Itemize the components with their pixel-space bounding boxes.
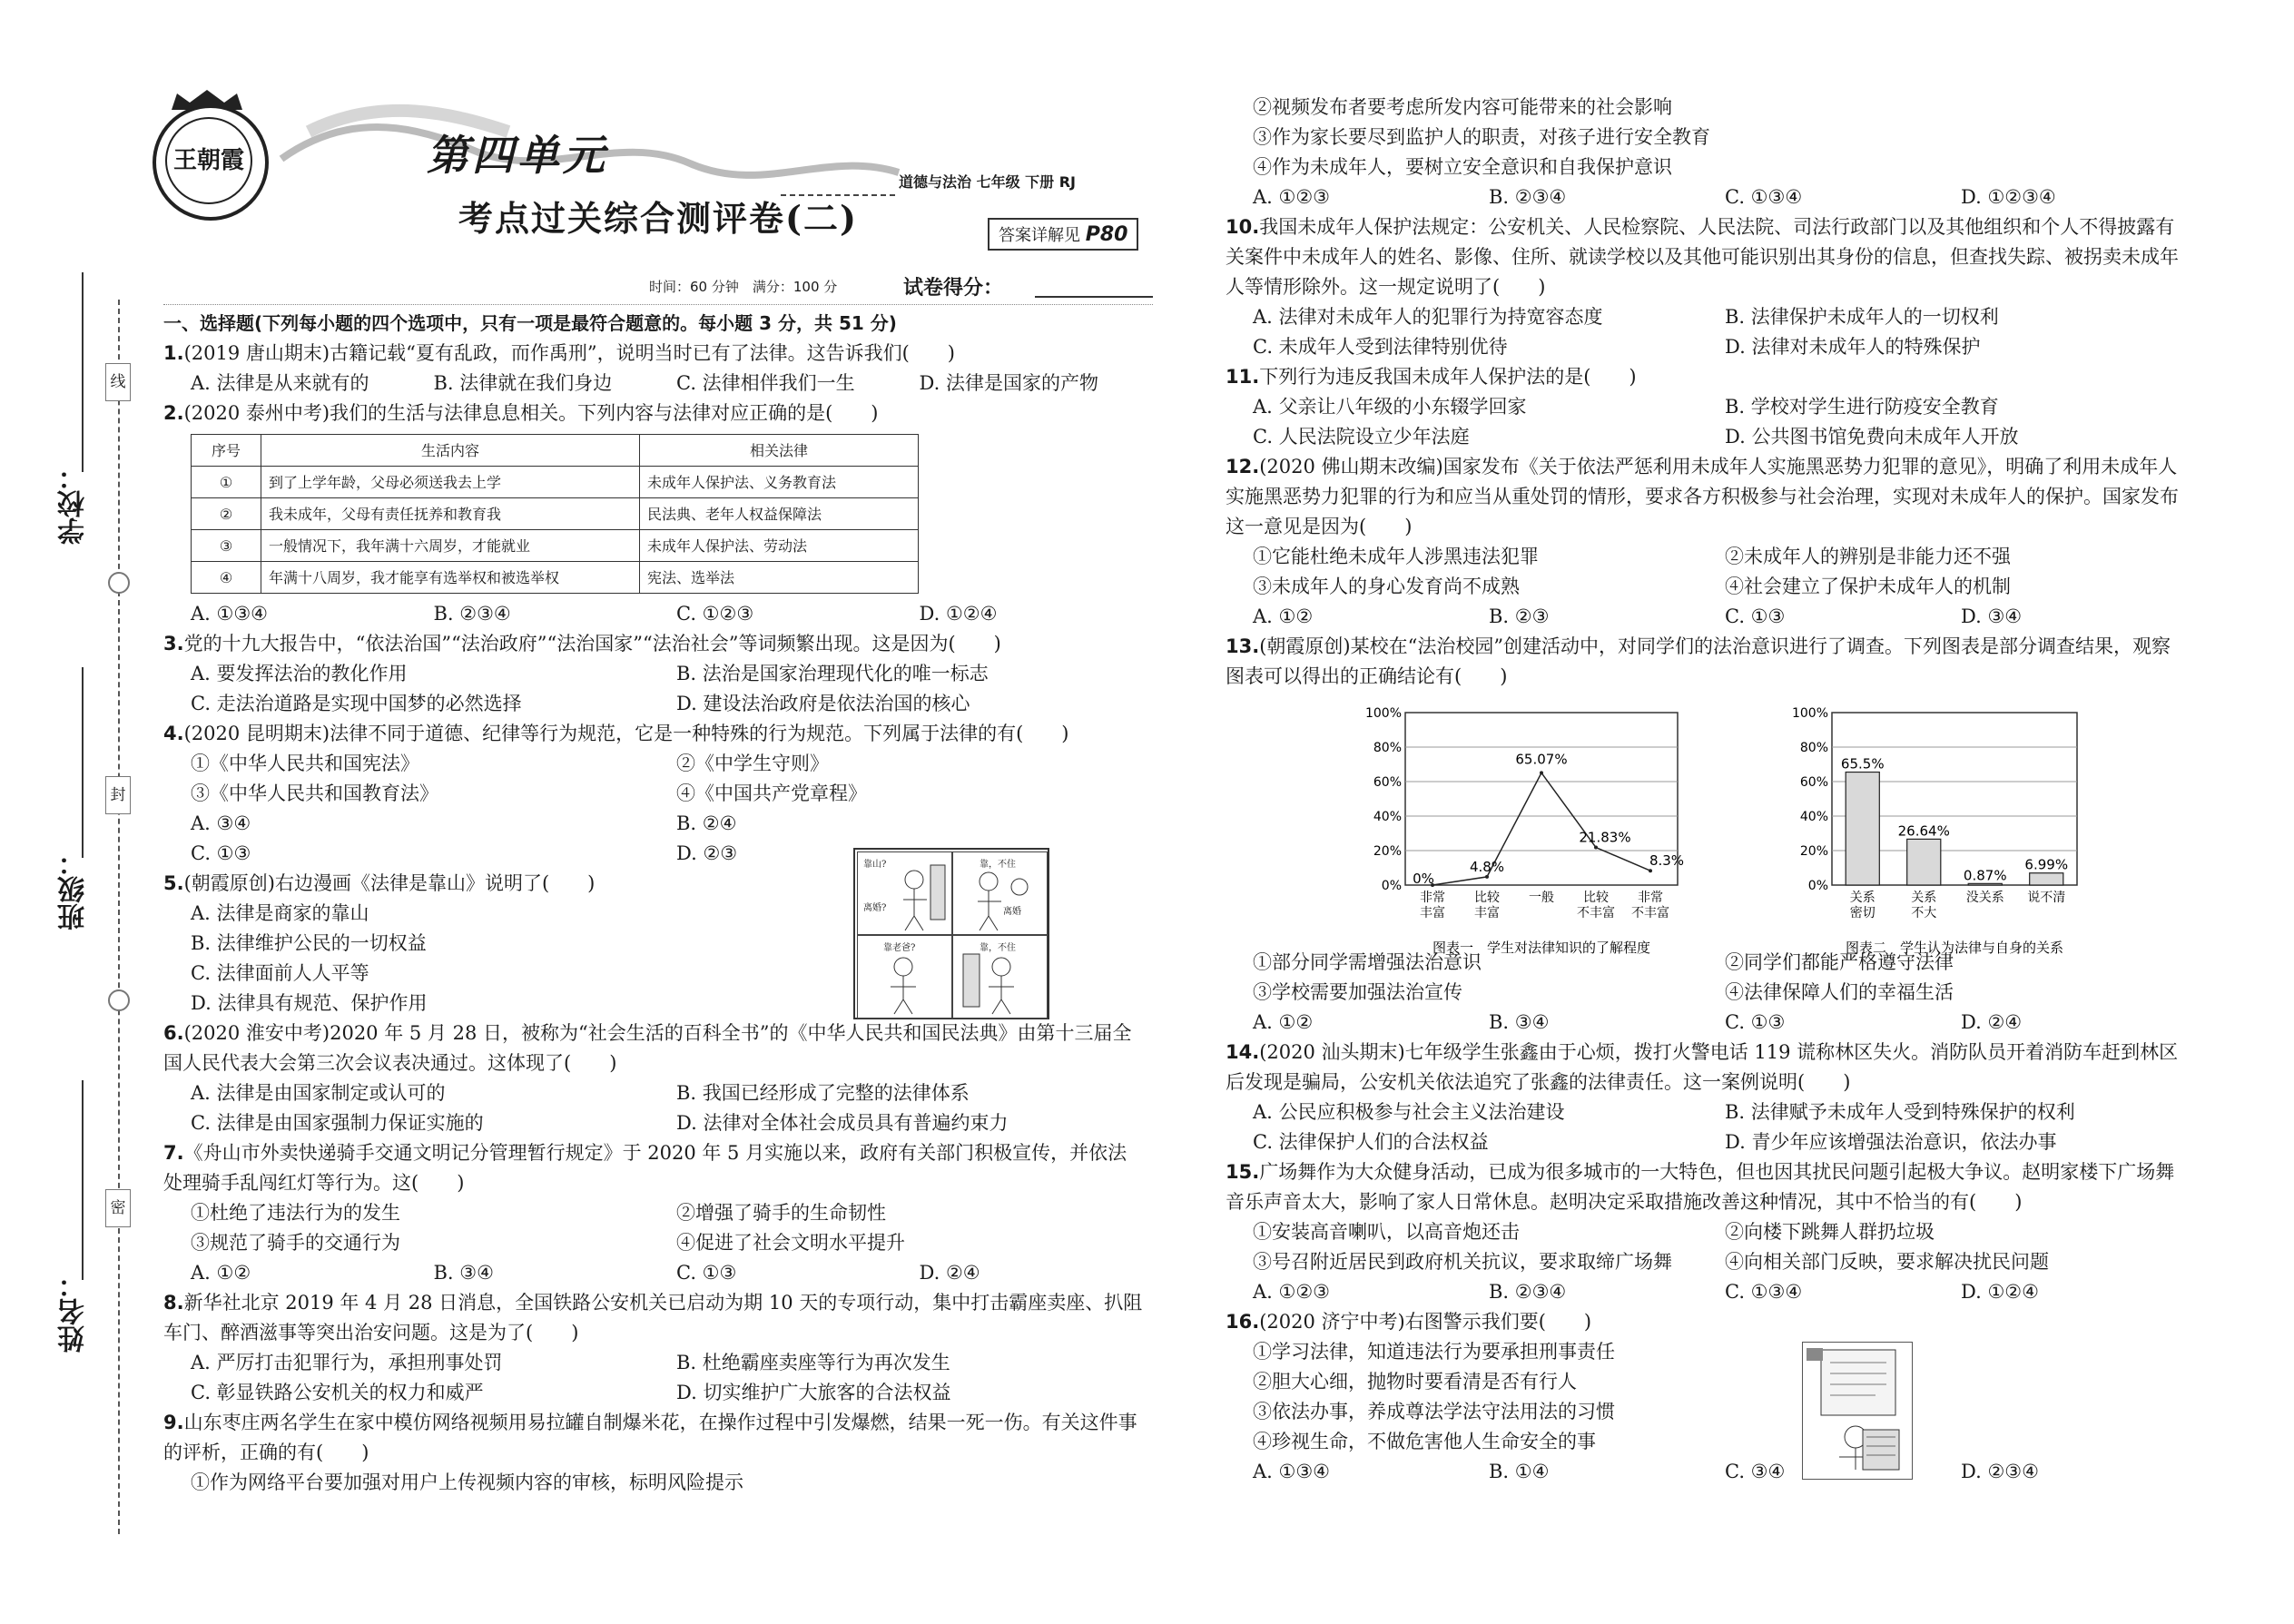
- q6-option-c[interactable]: C. 法律是由国家强制力保证实施的: [191, 1112, 484, 1134]
- q5-option-a[interactable]: A. 法律是商家的靠山: [191, 902, 369, 924]
- comic-bubble: 离婚: [1003, 907, 1021, 917]
- plot-area: [1405, 713, 1678, 885]
- q10-option-c[interactable]: C. 未成年人受到法律特别优待: [1253, 336, 1508, 358]
- y-tick-label: 0%: [1807, 879, 1828, 893]
- table-cell: 我未成年，父母有责任抚养和教育我: [261, 498, 640, 530]
- q6-option-a[interactable]: A. 法律是由国家制定或认可的: [191, 1082, 446, 1104]
- data-label: 0%: [1413, 871, 1434, 887]
- q1-options: [163, 369, 1162, 399]
- class-field: [54, 667, 91, 930]
- table-cell: ④: [192, 562, 261, 594]
- bar: [1846, 773, 1879, 885]
- q15-items-row: [1226, 1247, 2197, 1277]
- question-2: [163, 399, 1162, 428]
- y-tick-label: 40%: [1373, 810, 1402, 824]
- q3-option-a[interactable]: A. 要发挥法治的教化作用: [191, 663, 408, 684]
- question-number: 4.: [163, 723, 184, 744]
- q14-option-c[interactable]: C. 法律保护人们的合法权益: [1253, 1131, 1489, 1153]
- chart-title: 图表二 学生认为法律与自身的关系: [1845, 940, 2064, 956]
- q14-options-row: [1226, 1097, 2197, 1127]
- q2-option-c[interactable]: C. ①②③: [676, 603, 754, 625]
- q14-options-row: [1226, 1127, 2197, 1157]
- school-field: [54, 272, 91, 545]
- q2-option-b[interactable]: B. ②③④: [433, 603, 511, 625]
- q3-option-b[interactable]: B. 法治是国家治理现代化的唯一标志: [676, 663, 989, 684]
- q8-option-a[interactable]: A. 严厉打击犯罪行为，承担刑事处罚: [191, 1352, 503, 1373]
- q4-options-row: [163, 809, 1162, 839]
- q13-options: [1226, 1008, 2197, 1038]
- question-1: [163, 339, 1162, 369]
- q3-option-c[interactable]: C. 走法治道路是实现中国梦的必然选择: [191, 693, 522, 714]
- q12-item-1: ①它能杜绝未成年人涉黑违法犯罪: [1253, 546, 1539, 567]
- q15-item-2: ②向楼下跳舞人群扔垃圾: [1725, 1221, 1935, 1243]
- question-12: [1226, 452, 2188, 542]
- q9-option-a[interactable]: A. ①②③: [1253, 186, 1330, 208]
- q9-item-4: ④作为未成年人，要树立安全意识和自我保护意识: [1253, 156, 1672, 178]
- q4-item-3: ③《中华人民共和国教育法》: [191, 782, 438, 804]
- question-7: [163, 1138, 1144, 1198]
- q4-items-row: [163, 779, 1162, 809]
- q11-option-a[interactable]: A. 父亲让八年级的小东辍学回家: [1253, 396, 1527, 418]
- q12-item-3: ③未成年人的身心发育尚不成熟: [1253, 576, 1520, 597]
- table-cell: 未成年人保护法、劳动法: [640, 530, 919, 562]
- q3-options-row: [163, 689, 1162, 719]
- table-cell: ③: [192, 530, 261, 562]
- name-write-line[interactable]: [82, 1080, 84, 1280]
- unit-title: 第四单元: [427, 131, 608, 180]
- q7-option-c[interactable]: C. ①③: [676, 1262, 737, 1284]
- question-stem: (2020 昆明期末)法律不同于道德、纪律等行为规范，它是一种特殊的行为规范。下列属于法律的有( ): [183, 723, 1069, 744]
- comic-panel: [951, 851, 1048, 935]
- q4-option-b[interactable]: B. ②④: [676, 812, 737, 834]
- q9-item-1: ①作为网络平台要加强对用户上传视频内容的审核，标明风险提示: [191, 1471, 743, 1493]
- q4-item-4: ④《中国共产党章程》: [676, 782, 867, 804]
- q11-option-d[interactable]: D. 公共图书馆免费向未成年人开放: [1725, 426, 2019, 448]
- data-label: 26.64%: [1897, 822, 1950, 840]
- table-cell: ①: [192, 467, 261, 498]
- question-stem: 广场舞作为大众健身活动，已成为很多城市的一大特色，但也因其扰民问题引起极大争议。赵明家楼下广场舞音乐声音太大，影响了家人日常休息。赵明决定采取措施改善这种情况，其中不恰当的有( ): [1226, 1161, 2175, 1213]
- q13-item-2: ②同学们都能严格遵守法律: [1725, 951, 1954, 973]
- comic-panel: [857, 851, 953, 935]
- x-tick-label: 关系: [1849, 891, 1876, 905]
- q10-option-a[interactable]: A. 法律对未成年人的犯罪行为持宽容态度: [1253, 306, 1603, 328]
- q12-option-c[interactable]: C. ①③: [1725, 605, 1786, 627]
- question-stem: 《舟山市外卖快递骑手交通文明记分管理暂行规定》于 2020 年 5 月实施以来，政府有关部门积极宣传，并依法处理骑手乱闯红灯等行为。这( ): [163, 1142, 1127, 1194]
- question-number: 8.: [163, 1292, 184, 1314]
- q1-option-d[interactable]: D. 法律是国家的产物: [919, 372, 1098, 394]
- q10-option-d[interactable]: D. 法律对未成年人的特殊保护: [1725, 336, 1981, 358]
- q1-option-b[interactable]: B. 法律就在我们身边: [433, 372, 613, 394]
- q15-option-c[interactable]: C. ①③④: [1725, 1281, 1803, 1303]
- y-tick-label: 60%: [1373, 775, 1402, 790]
- q5-option-c[interactable]: C. 法律面前人人平等: [191, 962, 369, 984]
- question-number: 5.: [163, 872, 184, 894]
- q2-option-d[interactable]: D. ①②④: [919, 603, 998, 625]
- answer-prefix: 答案详解见: [999, 226, 1080, 245]
- class-label: 班级：: [58, 849, 90, 930]
- q14-option-b[interactable]: B. 法律赋予未成年人受到特殊保护的权利: [1725, 1101, 2075, 1123]
- binding-char-feng: 封: [105, 776, 131, 814]
- chart-law-relation: [1779, 704, 2088, 962]
- data-point: [1540, 771, 1543, 774]
- school-label: 学校：: [58, 463, 90, 545]
- x-tick-label: 不大: [1911, 906, 1937, 920]
- q11-options-row: [1226, 392, 2197, 422]
- table-cell: ②: [192, 498, 261, 530]
- comic-bubble: 离婚?: [863, 903, 887, 913]
- q4-option-d[interactable]: D. ②③: [676, 842, 738, 864]
- q9-option-c[interactable]: C. ①③④: [1725, 186, 1803, 208]
- q16-item-3: ③依法办事，养成尊法学法守法用法的习惯: [1253, 1401, 1615, 1422]
- question-stem: (2020 淮安中考)2020 年 5 月 28 日，被称为“社会生活的百科全书”的《中华人民共和国民法典》由第十三届全国人民代表大会第三次会议表决通过。这体现了( ): [163, 1022, 1132, 1074]
- table-cell: 宪法、选举法: [640, 562, 919, 594]
- comic-law-is-backing: [853, 848, 1049, 1019]
- q1-option-c[interactable]: C. 法律相伴我们一生: [676, 372, 855, 394]
- q14-option-d[interactable]: D. 青少年应该增强法治意识，依法办事: [1725, 1131, 2057, 1153]
- data-label: 21.83%: [1579, 829, 1631, 846]
- y-tick-label: 100%: [1791, 706, 1828, 721]
- question-16: [1226, 1307, 2197, 1337]
- q11-options-row: [1226, 422, 2197, 452]
- x-tick-label: 不丰富: [1631, 906, 1669, 920]
- table-header-row: [192, 435, 919, 467]
- question-stem: (2020 汕头期末)七年级学生张鑫由于心烦，拨打火警电话 119 谎称林区失火。消防队员开着消防车赶到林区后发现是骗局，公安机关依法追究了张鑫的法律责任。这一案例说明( ): [1226, 1041, 2179, 1093]
- q9-options: [1226, 182, 2197, 212]
- question-13: [1226, 632, 2188, 692]
- y-tick-label: 20%: [1373, 844, 1402, 859]
- q9-item-2: ②视频发布者要考虑所发内容可能带来的社会影响: [1253, 96, 1672, 118]
- data-label: 8.3%: [1649, 852, 1685, 870]
- question-number: 9.: [163, 1412, 184, 1433]
- section-heading: 一、选择题(下列每小题的四个选项中，只有一项是最符合题意的。每小题 3 分，共 51 分): [163, 312, 897, 334]
- data-label: 0.87%: [1963, 867, 2007, 884]
- score-input-line[interactable]: [1035, 296, 1153, 298]
- x-tick-label: 丰富: [1474, 906, 1500, 920]
- question-stem: (朝霞原创)某校在“法治校园”创建活动中，对同学们的法治意识进行了调查。下列图表是部分调查结果，观察图表可以得出的正确结论有( ): [1226, 635, 2171, 687]
- x-tick-label: 一般: [1529, 891, 1554, 905]
- q11-option-c[interactable]: C. 人民法院设立少年法庭: [1253, 426, 1470, 448]
- x-tick-label: 非常: [1638, 891, 1663, 905]
- y-tick-label: 0%: [1381, 879, 1402, 893]
- q6-option-b[interactable]: B. 我国已经形成了完整的法律体系: [676, 1082, 970, 1104]
- y-tick-label: 20%: [1799, 844, 1828, 859]
- question-number: 2.: [163, 402, 184, 424]
- data-point: [1594, 846, 1598, 850]
- q15-options: [1226, 1277, 2197, 1307]
- question-11: [1226, 362, 2197, 392]
- q10-options-row: [1226, 302, 2197, 332]
- x-tick-label: 密切: [1849, 906, 1876, 920]
- q5-option-d[interactable]: D. 法律具有规范、保护作用: [191, 992, 428, 1014]
- q15-option-d[interactable]: D. ①②④: [1961, 1281, 2039, 1303]
- q4-item-1: ①《中华人民共和国宪法》: [191, 753, 419, 774]
- q4-option-a[interactable]: A. ③④: [191, 812, 251, 834]
- x-tick-label: 比较: [1583, 891, 1609, 905]
- q5-option-b[interactable]: B. 法律维护公民的一切权益: [191, 932, 427, 954]
- q13-item-3: ③学校需要加强法治宣传: [1253, 981, 1462, 1003]
- table-row: [192, 530, 919, 562]
- question-number: 10.: [1226, 216, 1260, 238]
- publisher-logo: [153, 104, 269, 221]
- q16-option-a[interactable]: A. ①③④: [1253, 1461, 1330, 1482]
- q16-item-4: ④珍视生命，不做危害他人生命安全的事: [1253, 1431, 1596, 1452]
- q16-item-2: ②胆大心细，抛物时要看清是否有行人: [1253, 1371, 1577, 1393]
- bar: [2030, 873, 2063, 885]
- q8-option-b[interactable]: B. 杜绝霸座卖座等行为再次发生: [676, 1352, 950, 1373]
- question-8: [163, 1288, 1144, 1348]
- table-cell: 年满十八周岁，我才能享有选举权和被选举权: [261, 562, 640, 594]
- data-label: 65.07%: [1515, 751, 1568, 768]
- question-4: [163, 719, 1162, 749]
- question-number: 13.: [1226, 635, 1260, 657]
- q7-option-b[interactable]: B. ③④: [433, 1262, 494, 1284]
- question-stem: (2020 佛山期末改编)国家发布《关于依法严惩利用未成年人实施黑恶势力犯罪的意见》，明确了利用未成年人实施黑恶势力犯罪的行为和应当从重处罚的情形，要求各方积极参与社会治理，实现对未成年人的保护。国家发布这一意见是因为( ): [1226, 456, 2179, 537]
- q7-items-row: [163, 1198, 1162, 1228]
- q9-item-3: ③作为家长要尽到监护人的职责，对孩子进行安全教育: [1253, 126, 1710, 148]
- question-9: [163, 1408, 1144, 1468]
- question-number: 11.: [1226, 366, 1260, 388]
- question-6: [163, 1019, 1144, 1078]
- q15-option-a[interactable]: A. ①②③: [1253, 1281, 1330, 1303]
- comic-bubble: 靠，不住: [980, 943, 1016, 953]
- question-number: 15.: [1226, 1161, 1260, 1183]
- y-tick-label: 100%: [1364, 706, 1402, 721]
- name-label: 姓名：: [58, 1271, 90, 1353]
- q7-options: [163, 1258, 1162, 1288]
- bar: [1907, 839, 1941, 885]
- question-14: [1226, 1038, 2188, 1097]
- q6-option-d[interactable]: D. 法律对全体社会成员具有普遍约束力: [676, 1112, 1009, 1134]
- question-10: [1226, 212, 2188, 302]
- q8-options-row: [163, 1348, 1162, 1378]
- binding-dashed-line: [118, 300, 120, 1534]
- table-header: 相关法律: [640, 435, 919, 467]
- comic-bubble: 靠山?: [863, 860, 887, 870]
- q7-item-4: ④促进了社会文明水平提升: [676, 1232, 905, 1254]
- question-stem: 新华社北京 2019 年 4 月 28 日消息，全国铁路公安机关已启动为期 10 天的专项行动，集中打击霸座卖座、扒阻车门、醉酒滋事等突出治安问题。这是为了( ): [163, 1292, 1143, 1343]
- table-cell: 民法典、老年人权益保障法: [640, 498, 919, 530]
- q9-option-d[interactable]: D. ①②③④: [1961, 186, 2056, 208]
- data-label: 4.8%: [1469, 858, 1505, 875]
- q3-option-d[interactable]: D. 建设法治政府是依法治国的核心: [676, 693, 970, 714]
- question-number: 14.: [1226, 1041, 1260, 1063]
- name-field: [54, 1080, 91, 1353]
- x-tick-label: 丰富: [1420, 906, 1445, 920]
- q16-option-b[interactable]: B. ①④: [1489, 1461, 1550, 1482]
- q12-option-b[interactable]: B. ②③: [1489, 605, 1550, 627]
- q15-option-b[interactable]: B. ②③④: [1489, 1281, 1567, 1303]
- class-write-line[interactable]: [82, 667, 84, 858]
- q7-items-row: [163, 1228, 1162, 1258]
- x-tick-label: 非常: [1420, 891, 1445, 905]
- binding-char-mi: 密: [105, 1189, 131, 1227]
- q13-item-4: ④法律保障人们的幸福生活: [1725, 981, 1954, 1003]
- comic-panel: [857, 935, 953, 1019]
- q13-item-1: ①部分同学需增强法治意识: [1253, 951, 1482, 973]
- score-label: 试卷得分：: [903, 277, 1004, 300]
- q12-option-d[interactable]: D. ③④: [1961, 605, 2023, 627]
- table-cell: 未成年人保护法、义务教育法: [640, 467, 919, 498]
- q6-options-row: [163, 1078, 1162, 1108]
- q8-option-c[interactable]: C. 彰显铁路公安机关的权力和威严: [191, 1382, 484, 1403]
- x-tick-label: 比较: [1474, 891, 1500, 905]
- binding-char-xian: 线: [105, 363, 131, 401]
- chart-title: 图表一 学生对法律知识的了解程度: [1432, 940, 1651, 956]
- y-tick-label: 80%: [1373, 741, 1402, 755]
- question-stem: 党的十九大报告中，“依法治国”“法治政府”“法治国家”“法治社会”等词频繁出现。这是因为( ): [183, 633, 1001, 655]
- q15-item-3: ③号召附近居民到政府机关抗议，要求取缔广场舞: [1253, 1251, 1672, 1273]
- question-number: 7.: [163, 1142, 184, 1164]
- x-tick-label: 关系: [1911, 891, 1937, 905]
- exam-title: 考点过关综合测评卷(二): [458, 198, 858, 239]
- binding-hole: [108, 989, 130, 1011]
- q3-options-row: [163, 659, 1162, 689]
- answer-page: P80: [1085, 223, 1128, 246]
- table-header: 序号: [192, 435, 261, 467]
- q13-items-row: [1226, 978, 2197, 1008]
- table-row: [192, 562, 919, 594]
- question-stem: (2020 泰州中考)我们的生活与法律息息相关。下列内容与法律对应正确的是( ): [183, 402, 879, 424]
- q13-option-d[interactable]: D. ②④: [1961, 1011, 2023, 1033]
- q12-items-row: [1226, 542, 2197, 572]
- question-number: 1.: [163, 342, 184, 364]
- q4-items-row: [163, 749, 1162, 779]
- q7-item-3: ③规范了骑手的交通行为: [191, 1232, 400, 1254]
- q15-items-row: [1226, 1217, 2197, 1247]
- q13-option-a[interactable]: A. ①②: [1253, 1011, 1314, 1033]
- q13-option-c[interactable]: C. ①③: [1725, 1011, 1786, 1033]
- question-stem: (2019 唐山期末)古籍记载“夏有乱政，而作禹刑”，说明当时已有了法律。这告诉我们( ): [183, 342, 955, 364]
- header-divider: [163, 304, 1153, 305]
- law-table: [191, 434, 919, 594]
- data-point: [1649, 869, 1652, 872]
- data-point: [1485, 875, 1489, 879]
- x-tick-label: 没关系: [1965, 891, 2004, 905]
- x-tick-label: 说不清: [2027, 891, 2066, 905]
- table-cell: 到了上学年龄，父母必须送我去上学: [261, 467, 640, 498]
- table-row: [192, 498, 919, 530]
- question-stem: 下列行为违反我国未成年人保护法的是( ): [1259, 366, 1637, 388]
- x-tick-label: 不丰富: [1577, 906, 1615, 920]
- time-score-info: 时间：60 分钟 满分：100 分: [649, 279, 838, 295]
- question-number: 6.: [163, 1022, 184, 1044]
- q9-option-b[interactable]: B. ②③④: [1489, 186, 1567, 208]
- q11-option-b[interactable]: B. 学校对学生进行防疫安全教育: [1725, 396, 1999, 418]
- q6-options-row: [163, 1108, 1162, 1138]
- school-write-line[interactable]: [82, 272, 84, 472]
- question-number: 16.: [1226, 1311, 1260, 1333]
- data-label: 65.5%: [1840, 755, 1885, 773]
- q10-options-row: [1226, 332, 2197, 362]
- chart-legal-knowledge-level: [1353, 704, 1689, 962]
- table-header: 生活内容: [261, 435, 640, 467]
- y-tick-label: 40%: [1799, 810, 1828, 824]
- q12-option-a[interactable]: A. ①②: [1253, 605, 1314, 627]
- q16-warning-illustration: [1802, 1342, 1913, 1480]
- question-15: [1226, 1157, 2188, 1217]
- q13-option-b[interactable]: B. ③④: [1489, 1011, 1550, 1033]
- question-stem: (朝霞原创)右边漫画《法律是靠山》说明了( ): [183, 872, 596, 894]
- bar: [1968, 883, 2002, 885]
- q10-option-b[interactable]: B. 法律保护未成年人的一切权利: [1725, 306, 1999, 328]
- y-tick-label: 80%: [1799, 741, 1828, 755]
- q12-item-2: ②未成年人的辨别是非能力还不强: [1725, 546, 2011, 567]
- answer-reference-box: [988, 218, 1138, 251]
- comic-bubble: 靠老爸?: [883, 943, 916, 953]
- question-stem: 我国未成年人保护法规定：公安机关、人民检察院、人民法院、司法行政部门以及其他组织和个人不得披露有关案件中未成年人的姓名、影像、住所、就读学校以及其他可能识别出其身份的信息，但查找失踪、被拐卖未成年人等情形除外。这一规定说明了( ): [1226, 216, 2179, 298]
- q16-option-d[interactable]: D. ②③④: [1961, 1461, 2039, 1482]
- question-stem: (2020 济宁中考)右图警示我们要( ): [1259, 1311, 1592, 1333]
- logo-text: 王朝霞: [165, 117, 252, 204]
- q2-options: [163, 599, 1162, 629]
- comic-panel: [951, 935, 1048, 1019]
- q4-option-c[interactable]: C. ①③: [191, 842, 251, 864]
- q8-option-d[interactable]: D. 切实维护广大旅客的合法权益: [676, 1382, 951, 1403]
- question-number: 12.: [1226, 456, 1260, 477]
- q12-items-row: [1226, 572, 2197, 602]
- q7-option-d[interactable]: D. ②④: [919, 1262, 980, 1284]
- question-number: 3.: [163, 633, 184, 655]
- q12-item-4: ④社会建立了保护未成年人的机制: [1725, 576, 2011, 597]
- question-3: [163, 629, 1162, 659]
- comic-bubble: 靠，不住: [980, 860, 1016, 870]
- q15-item-1: ①安装高音喇叭，以高音炮还击: [1253, 1221, 1520, 1243]
- q4-item-2: ②《中学生守则》: [676, 753, 829, 774]
- question-stem: 山东枣庄两名学生在家中模仿网络视频用易拉罐自制爆米花，在操作过程中引发爆燃，结果一死一伤。有关这件事的评析，正确的有( ): [163, 1412, 1137, 1463]
- data-label: 6.99%: [2024, 856, 2069, 873]
- q7-option-a[interactable]: A. ①②: [191, 1262, 251, 1284]
- subject-tag: 道德与法治 七年级 下册 RJ: [899, 173, 1076, 191]
- q14-option-a[interactable]: A. 公民应积极参与社会主义法治建设: [1253, 1101, 1565, 1123]
- q8-options-row: [163, 1378, 1162, 1408]
- q1-option-a[interactable]: A. 法律是从来就有的: [191, 372, 369, 394]
- table-row: [192, 467, 919, 498]
- q15-item-4: ④向相关部门反映，要求解决扰民问题: [1725, 1251, 2049, 1273]
- q12-options: [1226, 602, 2197, 632]
- q16-option-c[interactable]: C. ③④: [1725, 1461, 1786, 1482]
- q16-options: [1226, 1457, 2197, 1487]
- table-cell: 一般情况下，我年满十六周岁，才能就业: [261, 530, 640, 562]
- q7-item-1: ①杜绝了违法行为的发生: [191, 1202, 400, 1224]
- q16-item-1: ①学习法律，知道违法行为要承担刑事责任: [1253, 1341, 1615, 1363]
- q2-option-a[interactable]: A. ①③④: [191, 603, 268, 625]
- q7-item-2: ②增强了骑手的生命韧性: [676, 1202, 886, 1224]
- y-tick-label: 60%: [1799, 775, 1828, 790]
- binding-hole: [108, 572, 130, 594]
